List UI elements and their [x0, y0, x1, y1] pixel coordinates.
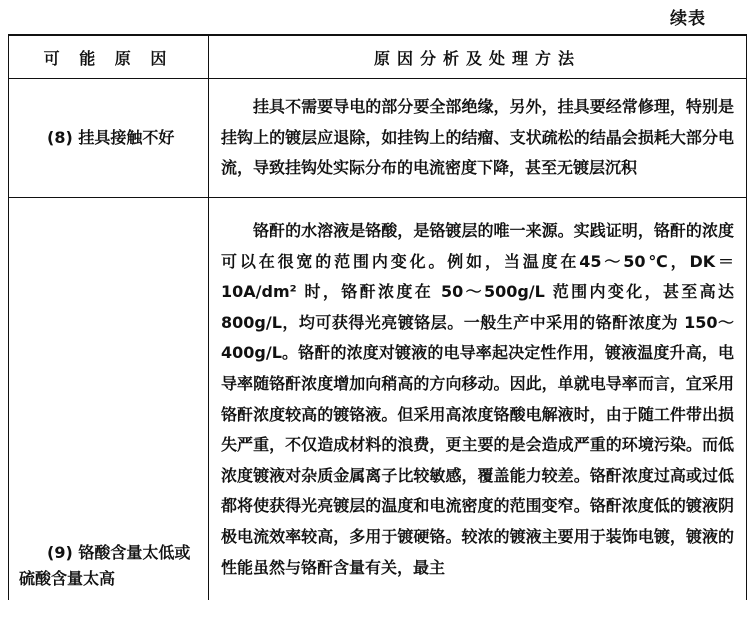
header-analysis-method: 原因分析及处理方法 — [209, 35, 747, 79]
analysis-cell — [209, 79, 747, 198]
cause-cell — [9, 198, 209, 601]
analysis-text: 挂具不需要导电的部分要全部绝缘，另外，挂具要经常修理，特别是挂钩上的镀层应退除，如挂钩上的结瘤、支状疏松的结晶会损耗大部分电流，导致挂钩处实际分布的电流密度下降，甚至无镀层沉积 — [221, 97, 734, 178]
header-possible-cause: 可 能 原 因 — [9, 35, 209, 79]
cause-text: (9) 铬酸含量太低或硫酸含量太高 — [19, 543, 191, 588]
cause-text: (8) 挂具接触不好 — [47, 128, 175, 147]
analysis-text: 铬酐的水溶液是铬酸，是铬镀层的唯一来源。实践证明，铬酐的浓度可以在很宽的范围内变化。例如，当温度在45～50℃，DK＝10A/dm² 时，铬酐浓度在 50～500g/L 范围内变化，甚至高达 800g/L，均可获得光亮镀铬层。一般生产中采用的铬酐浓度为 150～400g/L。铬酐的浓度对镀液的电导率起决定性作用，镀液温度升高，电导率随铬酐浓度增加向稍高的方向移动。因此，单就电导率而言，宜采用铬酐浓度较高的镀铬液。但采用高浓度铬酸电解液时，由于随工件带出损失严重，不仅造成材料的浪费，更主要的是会造成严重的环境污染。而低浓度镀液对杂质金属离子比较敏感，覆盖能力较差。铬酐浓度过高或过低都将使获得光亮镀层的温度和电流密度的范围变窄。铬酐浓度低的镀液阴极电流效率较高，多用于镀硬铬。较浓的镀液主要用于装饰电镀，镀液的性能虽然与铬酐含量有关，最主 — [221, 221, 734, 577]
causes-table — [8, 34, 747, 600]
table-row — [9, 198, 747, 601]
table-row — [9, 79, 747, 198]
table-header-row — [9, 35, 747, 79]
continued-label: 续表 — [670, 9, 706, 29]
cause-cell — [9, 79, 209, 198]
analysis-cell — [209, 198, 747, 601]
